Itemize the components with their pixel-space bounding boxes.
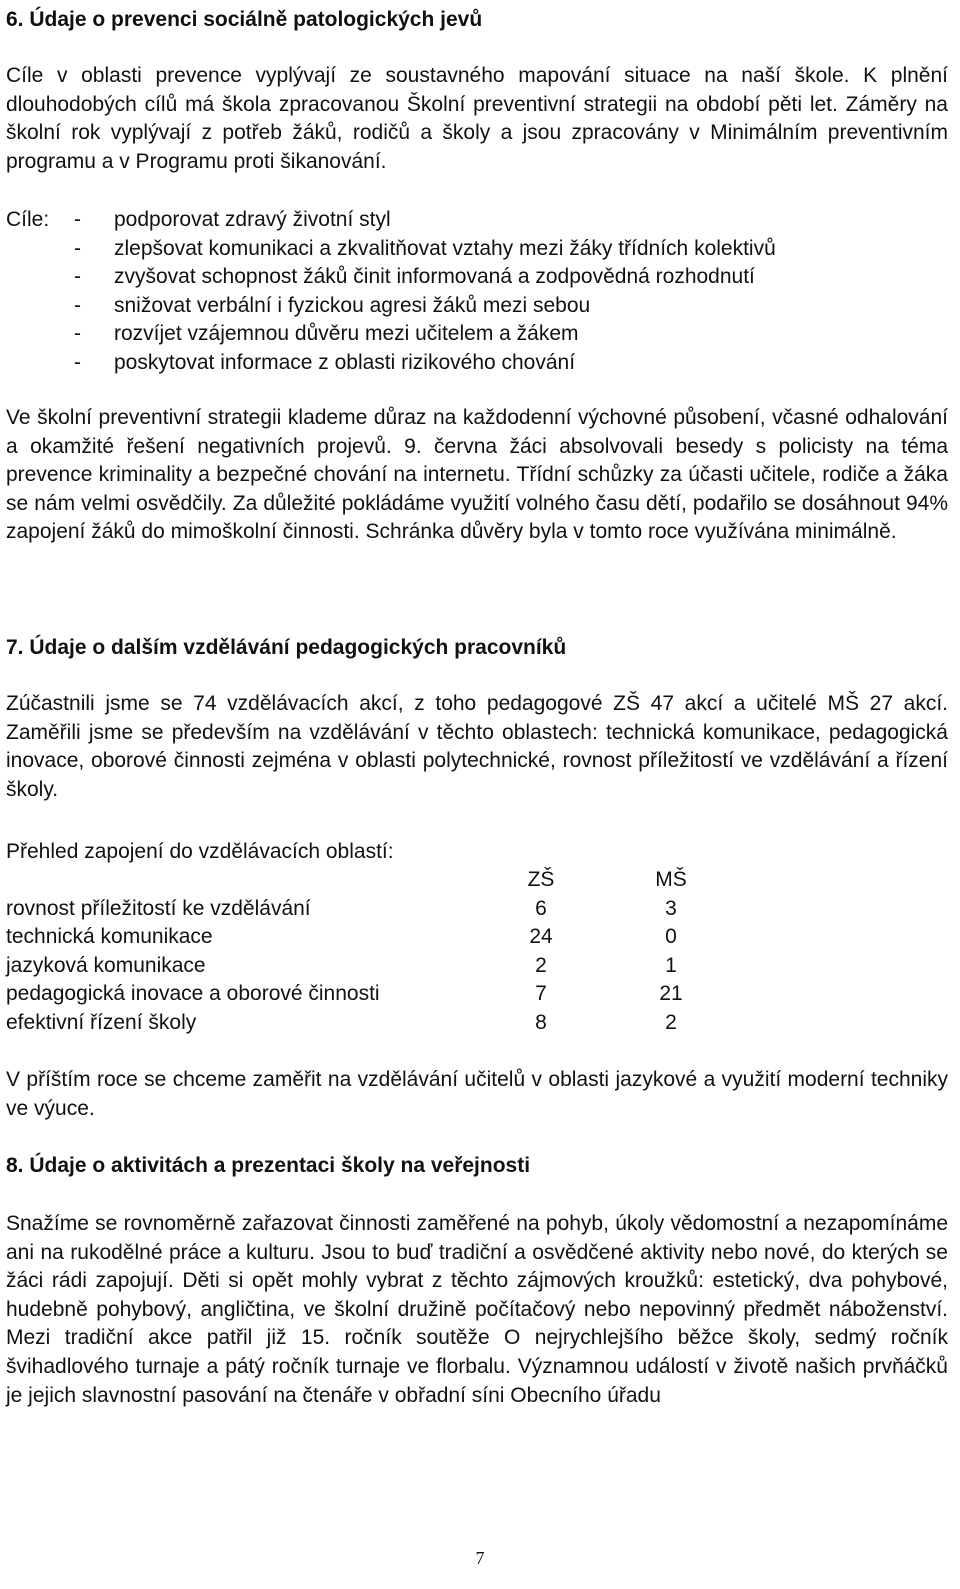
goal-text: poskytovat informace z oblasti rizikového chování	[114, 350, 576, 374]
goals-list	[6, 206, 948, 378]
goal-item	[6, 206, 948, 235]
dash-bullet: -	[74, 293, 81, 317]
table-cell-ms: 3	[665, 896, 677, 920]
goal-item	[6, 292, 948, 321]
table-row	[6, 1009, 766, 1038]
section-6-heading: 6. Údaje o prevenci sociálně patologických jevů	[6, 8, 483, 31]
goal-text: snižovat verbální i fyzickou agresi žáků mezi sebou	[114, 293, 591, 317]
dash-bullet: -	[74, 208, 81, 231]
goal-item	[6, 349, 948, 378]
table-cell-zs: 6	[535, 896, 547, 920]
table-cell-ms: 2	[665, 1010, 677, 1034]
table-cell-area: technická komunikace	[6, 925, 213, 949]
table-cell-zs: 7	[535, 982, 547, 1006]
table-cell-area: pedagogická inovace a oborové činnosti	[6, 982, 380, 1006]
column-header-ms: MŠ	[655, 868, 687, 891]
table-cell-zs: 2	[535, 953, 547, 977]
table-cell-zs: 24	[529, 925, 553, 949]
training-table	[6, 866, 766, 1038]
section-8-paragraph-1: Snažíme se rovnoměrně zařazovat činnosti zaměřené na pohyb, úkoly vědomostní a nezapomínáme ani na rukodělné práce a kulturu. Jsou to buď tradiční a osvědčené aktivity nebo nové, do kterých se žáci rádi zapojují. Děti si opět mohly vybrat z těchto zájmových kroužků: estetický, dva pohybové, hudebně pohybový, angličtina, ve školní družině počítačový nebo nepovinný předmět náboženství. Mezi tradiční akce patřil již 15. ročník soutěže O nejrychlejšího běžce školy, sedmý ročník švihadlového turnaje a pátý ročník turnaje ve florbalu. Významnou událostí v životě našich prvňáčků je jejich slavnostní pasování na čtenáře v obřadní síni Obecního úřadu	[6, 1212, 948, 1407]
table-row	[6, 980, 766, 1009]
table-cell-area: efektivní řízení školy	[6, 1010, 197, 1034]
goals-label: Cíle:	[6, 208, 50, 231]
section-7-paragraph-2: V příštím roce se chceme zaměřit na vzdělávání učitelů v oblasti jazykové a využití moderní techniky ve výuce.	[6, 1068, 948, 1120]
table-cell-ms: 1	[665, 953, 677, 977]
dash-bullet: -	[74, 322, 81, 346]
page-number: 7	[475, 1548, 485, 1568]
table-cell-zs: 8	[535, 1010, 547, 1034]
table-row	[6, 895, 766, 924]
goal-text: zvyšovat schopnost žáků činit informovaná a zodpovědná rozhodnutí	[114, 265, 755, 289]
dash-bullet: -	[74, 236, 81, 260]
table-row	[6, 923, 766, 952]
goal-item	[6, 235, 948, 264]
goal-item	[6, 263, 948, 292]
goal-item	[6, 320, 948, 349]
dash-bullet: -	[74, 350, 81, 374]
overview-title: Přehled zapojení do vzdělávacích oblastí:	[6, 840, 394, 863]
table-cell-area: rovnost příležitostí ke vzdělávání	[6, 896, 311, 920]
dash-bullet: -	[74, 265, 81, 289]
goal-text: podporovat zdravý životní styl	[114, 208, 391, 231]
table-cell-ms: 0	[665, 925, 677, 949]
goal-text: rozvíjet vzájemnou důvěru mezi učitelem a žákem	[114, 322, 579, 346]
goal-text: zlepšovat komunikaci a zkvalitňovat vztahy mezi žáky třídních kolektivů	[114, 236, 776, 260]
column-header-zs: ZŠ	[527, 868, 555, 891]
section-6-paragraph-1: Cíle v oblasti prevence vyplývají ze soustavného mapování situace na naší škole. K plnění dlouhodobých cílů má škola zpracovanou Školní preventivní strategii na období pěti let. Záměry na školní rok vyplývají z potřeb žáků, rodičů a školy a jsou zpracovány v Minimálním preventivním programu a v Programu proti šikanování.	[6, 64, 948, 173]
section-7-paragraph-1: Zúčastnili jsme se 74 vzdělávacích akcí, z toho pedagogové ZŠ 47 akcí a učitelé MŠ 27 akcí. Zaměřili jsme se především na vzdělávání v těchto oblastech: technická komunikace, pedagogická inovace, oborové činnosti zejména v oblasti polytechnické, rovnost příležitostí ve vzdělávání a řízení školy.	[6, 692, 948, 801]
table-header-row	[6, 866, 766, 895]
section-8-heading: 8. Údaje o aktivitách a prezentaci školy na veřejnosti	[6, 1154, 531, 1177]
table-cell-area: jazyková komunikace	[6, 953, 206, 977]
table-row	[6, 952, 766, 981]
table-cell-ms: 21	[659, 982, 683, 1006]
section-6-paragraph-2: Ve školní preventivní strategii klademe důraz na každodenní výchovné působení, včasné odhalování a okamžité řešení negativních projevů. 9. června žáci absolvovali besedy s policisty na téma prevence kriminality a bezpečné chování na internetu. Třídní schůzky za účasti učitele, rodiče a žáka se nám velmi osvědčily. Za důležité pokládáme využití volného času dětí, podařilo se dosáhnout 94% zapojení žáků do mimoškolní činnosti. Schránka důvěry byla v tomto roce využívána minimálně.	[6, 406, 948, 544]
section-7-heading: 7. Údaje o dalším vzdělávání pedagogických pracovníků	[6, 636, 567, 659]
